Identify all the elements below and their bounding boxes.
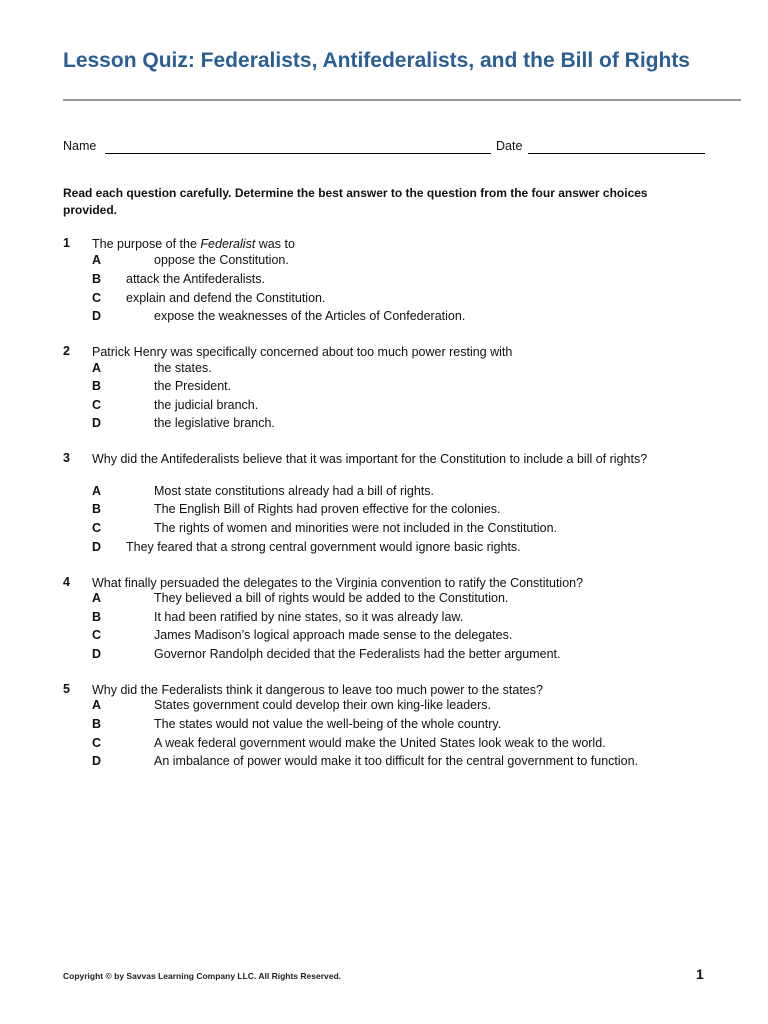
choice-letter: A xyxy=(92,361,102,375)
choice-text: They believed a bill of rights would be added to the Constitution. xyxy=(154,591,509,605)
choice-b[interactable] xyxy=(92,379,732,397)
choice-letter: A xyxy=(92,591,102,605)
page-number: 1 xyxy=(696,966,704,982)
choice-letter: D xyxy=(92,647,102,661)
name-label: Name xyxy=(63,139,97,153)
choice-text: Most state constitutions already had a bill of rights. xyxy=(154,484,435,498)
choice-text: It had been ratified by nine states, so it was already law. xyxy=(154,610,464,624)
choice-text: explain and defend the Constitution. xyxy=(126,291,326,305)
choice-text: the states. xyxy=(154,361,212,375)
title-divider xyxy=(63,99,741,101)
choice-a[interactable] xyxy=(92,698,732,716)
choice-letter: A xyxy=(92,253,102,267)
choice-b[interactable] xyxy=(92,272,732,290)
question-number: 1 xyxy=(63,236,70,250)
name-blank-line[interactable] xyxy=(105,153,491,154)
choice-d[interactable] xyxy=(92,416,732,434)
choice-c[interactable] xyxy=(92,521,732,539)
choice-letter: B xyxy=(92,379,102,393)
choice-c[interactable] xyxy=(92,628,732,646)
choice-letter: A xyxy=(92,484,102,498)
question-stem: What finally persuaded the delegates to the Virginia convention to ratify the Constitution? xyxy=(92,576,584,590)
question-stem: Patrick Henry was specifically concerned about too much power resting with xyxy=(92,345,513,359)
choice-text: Governor Randolph decided that the Federalists had the better argument. xyxy=(154,647,561,661)
choice-a[interactable] xyxy=(92,591,732,609)
choice-text: the judicial branch. xyxy=(154,398,259,412)
choice-letter: C xyxy=(92,521,102,535)
choice-text: The rights of women and minorities were not included in the Constitution. xyxy=(154,521,557,535)
question-stem-text: was to xyxy=(255,237,295,251)
question-stem xyxy=(92,236,692,252)
choice-a[interactable] xyxy=(92,253,732,271)
choice-text: The states would not value the well-being of the whole country. xyxy=(154,717,502,731)
choice-c[interactable] xyxy=(92,398,732,416)
choice-letter: B xyxy=(92,272,102,286)
question-stem: Why did the Antifederalists believe that it was important for the Constitution to include a bill of rights? xyxy=(92,452,648,466)
choice-text: A weak federal government would make the United States look weak to the world. xyxy=(154,736,606,750)
choice-b[interactable] xyxy=(92,717,732,735)
choice-d[interactable] xyxy=(92,754,732,772)
instructions: Read each question carefully. Determine the best answer to the question from the four answer choices provided. xyxy=(63,186,648,217)
choice-letter: C xyxy=(92,736,102,750)
choice-letter: C xyxy=(92,628,102,642)
choice-d[interactable] xyxy=(92,540,732,558)
choice-letter: A xyxy=(92,698,102,712)
name-date-row xyxy=(63,139,708,157)
choice-letter: D xyxy=(92,540,102,554)
choice-d[interactable] xyxy=(92,309,732,327)
choice-text: States government could develop their own king-like leaders. xyxy=(154,698,491,712)
choice-d[interactable] xyxy=(92,647,732,665)
choice-text: attack the Antifederalists. xyxy=(126,272,265,286)
choice-b[interactable] xyxy=(92,502,732,520)
choice-text: oppose the Constitution. xyxy=(154,253,289,267)
choice-text: James Madison’s logical approach made sense to the delegates. xyxy=(154,628,513,642)
choice-letter: D xyxy=(92,309,102,323)
choice-c[interactable] xyxy=(92,291,732,309)
question-number: 2 xyxy=(63,344,70,358)
choice-text: the President. xyxy=(154,379,232,393)
choice-c[interactable] xyxy=(92,736,732,754)
choice-text: expose the weaknesses of the Articles of Confederation. xyxy=(154,309,466,323)
choice-letter: B xyxy=(92,502,102,516)
choice-letter: D xyxy=(92,754,102,768)
choice-b[interactable] xyxy=(92,610,732,628)
question-number: 3 xyxy=(63,451,70,465)
choice-text: The English Bill of Rights had proven effective for the colonies. xyxy=(154,502,501,516)
question-stem-text: The purpose of the xyxy=(92,237,201,251)
choice-a[interactable] xyxy=(92,484,732,502)
choice-letter: B xyxy=(92,717,102,731)
date-label: Date xyxy=(496,139,523,153)
page-title: Lesson Quiz: Federalists, Antifederalists, and the Bill of Rights xyxy=(63,49,690,72)
choice-letter: D xyxy=(92,416,102,430)
question-number: 5 xyxy=(63,682,70,696)
choice-text: An imbalance of power would make it too difficult for the central government to function. xyxy=(154,754,639,768)
choice-a[interactable] xyxy=(92,361,732,379)
copyright-notice: Copyright © by Savvas Learning Company LLC. All Rights Reserved. xyxy=(63,971,342,981)
choice-text: They feared that a strong central government would ignore basic rights. xyxy=(126,540,521,554)
question-stem-italic: Federalist xyxy=(200,237,256,251)
choice-text: the legislative branch. xyxy=(154,416,275,430)
choice-letter: C xyxy=(92,398,102,412)
date-blank-line[interactable] xyxy=(528,153,705,154)
question-number: 4 xyxy=(63,575,70,589)
choice-letter: B xyxy=(92,610,102,624)
question-stem: Why did the Federalists think it dangerous to leave too much power to the states? xyxy=(92,683,543,697)
choice-letter: C xyxy=(92,291,102,305)
